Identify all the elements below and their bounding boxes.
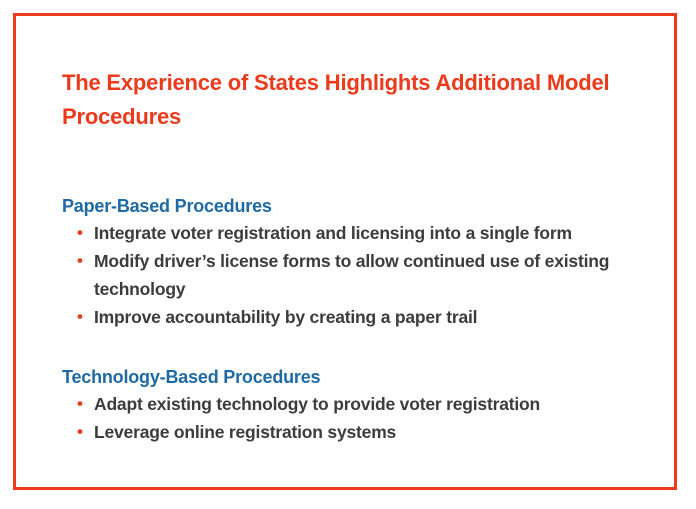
list-item-text: Improve accountability by creating a paper trail bbox=[94, 307, 478, 327]
list-item bbox=[62, 418, 622, 446]
page-title: The Experience of States Highlights Additional Model Procedures bbox=[62, 70, 610, 129]
section-heading: Paper-Based Procedures bbox=[62, 196, 272, 216]
bullet-icon: • bbox=[77, 394, 83, 413]
bullet-icon: • bbox=[77, 251, 83, 270]
list-item bbox=[62, 247, 622, 303]
list-item bbox=[62, 390, 622, 418]
bullet-list bbox=[62, 390, 622, 446]
list-item-text: Adapt existing technology to provide voter registration bbox=[94, 394, 540, 414]
bullet-icon: • bbox=[77, 307, 83, 326]
list-item-text: Integrate voter registration and licensing into a single form bbox=[94, 223, 572, 243]
list-item bbox=[62, 303, 622, 331]
technology-based-section bbox=[62, 364, 622, 446]
list-item-text: Leverage online registration systems bbox=[94, 422, 397, 442]
bullet-list bbox=[62, 219, 622, 331]
paper-based-section bbox=[62, 193, 622, 331]
bullet-icon: • bbox=[77, 223, 83, 242]
bullet-icon: • bbox=[77, 422, 83, 441]
section-heading: Technology-Based Procedures bbox=[62, 367, 321, 387]
list-item bbox=[62, 219, 622, 247]
list-item-text: Modify driver’s license forms to allow continued use of existing technology bbox=[94, 251, 610, 299]
